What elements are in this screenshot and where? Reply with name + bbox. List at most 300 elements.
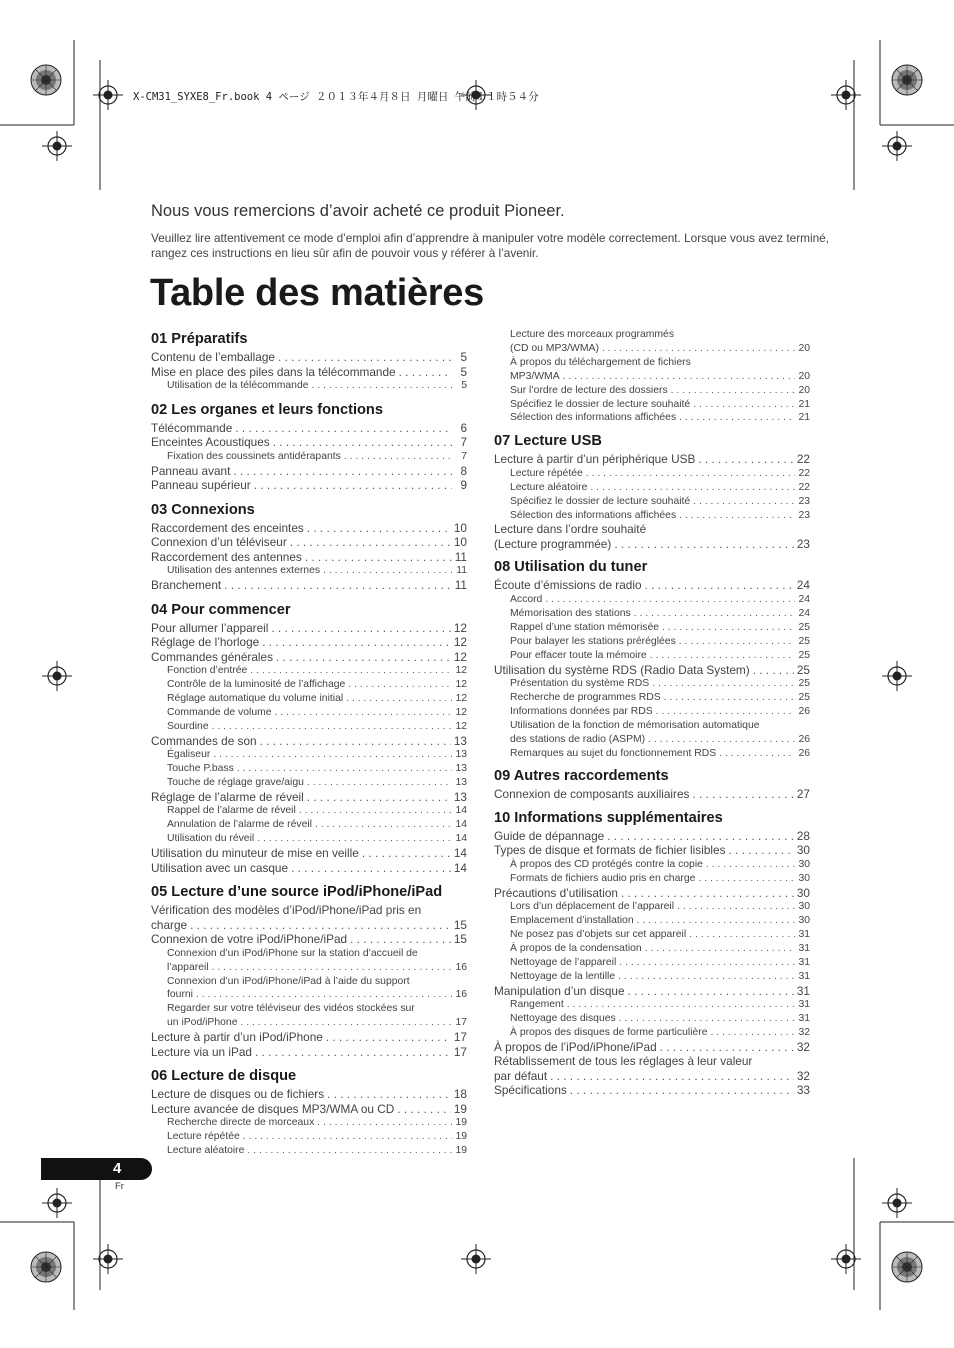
toc-entry-title: Branchement bbox=[151, 578, 222, 593]
toc-page-number: 21 bbox=[798, 398, 810, 410]
toc-page-number: 10 bbox=[453, 535, 467, 550]
toc-entry-title: Connexion de composants auxiliaires bbox=[494, 787, 690, 802]
toc-entry-title: Remarques au sujet du fonctionnement RDS bbox=[510, 747, 717, 759]
toc-entry-title: Manipulation d’un disque bbox=[494, 983, 625, 998]
toc-subentry bbox=[151, 1002, 467, 1016]
toc-entry-title: Utilisation des antennes externes bbox=[167, 565, 321, 577]
toc-subentry bbox=[494, 691, 810, 705]
toc-entry-title: Sourdine bbox=[167, 720, 209, 732]
toc-entry-title: Utilisation de la télécommande bbox=[167, 380, 309, 391]
toc-dot-leader bbox=[619, 956, 795, 970]
toc-entry-title: Réglage de l’horloge bbox=[151, 635, 260, 650]
toc-section-heading: 05 Lecture d’une source iPod/iPhone/iPad bbox=[151, 884, 443, 901]
toc-subentry bbox=[151, 1016, 467, 1030]
toc-dot-leader bbox=[679, 411, 795, 425]
toc-dot-leader bbox=[677, 900, 795, 914]
toc-entry-title: Connexion de votre iPod/iPhone/iPad bbox=[151, 932, 348, 947]
toc-section-heading: 09 Autres raccordements bbox=[494, 768, 669, 785]
toc-page-number: 5 bbox=[460, 350, 467, 364]
toc-entry-title: Lecture à partir d’un iPod/iPhone bbox=[151, 1030, 323, 1045]
toc-dot-leader bbox=[550, 1069, 794, 1084]
toc-page-number: 31 bbox=[798, 1013, 810, 1025]
toc-dot-leader bbox=[650, 649, 795, 663]
toc-page-number: 19 bbox=[455, 1144, 467, 1156]
toc-page-number: 14 bbox=[453, 860, 467, 875]
toc-entry-title: Spécifiez le dossier de lecture souhaité bbox=[510, 398, 691, 410]
toc-page-number: 23 bbox=[796, 536, 810, 551]
toc-entry bbox=[151, 1087, 467, 1102]
toc-entry-title: Accord bbox=[510, 593, 543, 605]
toc-page-number: 30 bbox=[798, 858, 810, 870]
toc-entry-title: Commandes de son bbox=[151, 733, 257, 748]
toc-entry-title: Raccordement des antennes bbox=[151, 549, 302, 564]
toc-dot-leader bbox=[563, 370, 795, 384]
toc-entry bbox=[151, 521, 467, 536]
toc-dot-leader bbox=[590, 481, 795, 495]
toc-dot-leader bbox=[602, 342, 795, 356]
toc-dot-leader bbox=[273, 435, 452, 450]
toc-entry-title: (CD ou MP3/WMA) bbox=[510, 342, 599, 354]
toc-entry-title: Raccordement des enceintes bbox=[151, 520, 304, 535]
toc-dot-leader bbox=[317, 1116, 452, 1130]
toc-entry-title: Lecture à partir d’un périphérique USB bbox=[494, 452, 696, 467]
toc-dot-leader bbox=[212, 961, 452, 975]
toc-entry-title: Rétablissement de tous les réglages à leur valeur bbox=[494, 1054, 753, 1069]
toc-page-number: 22 bbox=[796, 452, 810, 467]
toc-entry-title: MP3/WMA bbox=[510, 370, 560, 382]
toc-entry-title: À propos des CD protégés contre la copie bbox=[510, 858, 703, 870]
toc-subentry bbox=[494, 649, 810, 663]
toc-entry-title: Rappel d’une station mémorisée bbox=[510, 621, 660, 633]
toc-subentry bbox=[494, 635, 810, 649]
toc-entry bbox=[151, 350, 467, 365]
toc-page-number: 19 bbox=[453, 1101, 467, 1116]
toc-page-number: 32 bbox=[798, 1027, 810, 1038]
toc-page-number: 13 bbox=[453, 789, 467, 804]
toc-subentry bbox=[151, 678, 467, 692]
toc-entry-title: Utilisation de la fonction de mémorisation automatique bbox=[510, 719, 760, 731]
toc-subentry bbox=[151, 947, 467, 961]
toc-dot-leader bbox=[614, 537, 794, 552]
toc-page-number: 27 bbox=[796, 787, 810, 802]
toc-entry-title: Types de disque et formats de fichier lisibles bbox=[494, 843, 726, 858]
toc-subentry bbox=[494, 467, 810, 481]
toc-subentry bbox=[494, 495, 810, 509]
toc-subentry bbox=[151, 1144, 467, 1158]
toc-dot-leader bbox=[618, 970, 795, 984]
toc-page-number: 12 bbox=[455, 665, 467, 677]
toc-entry-title: Fonction d’entrée bbox=[167, 665, 248, 677]
toc-dot-leader bbox=[305, 550, 452, 565]
toc-page-number: 5 bbox=[460, 364, 467, 379]
toc-dot-leader bbox=[271, 621, 451, 636]
toc-dot-leader bbox=[693, 398, 795, 412]
toc-dot-leader bbox=[307, 776, 452, 790]
toc-entry bbox=[151, 790, 467, 805]
toc-page-number: 30 bbox=[798, 872, 810, 884]
toc-page-number: 32 bbox=[796, 1039, 810, 1054]
toc-entry bbox=[494, 984, 810, 999]
toc-dot-leader bbox=[645, 942, 795, 956]
page-language: Fr bbox=[115, 1181, 124, 1192]
toc-page-number: 13 bbox=[455, 749, 467, 761]
toc-dot-leader bbox=[660, 1040, 794, 1055]
toc-dot-leader bbox=[679, 509, 795, 523]
toc-dot-leader bbox=[671, 384, 795, 398]
toc-subentry bbox=[151, 818, 467, 832]
page-number: 4 bbox=[113, 1160, 122, 1177]
toc-dot-leader bbox=[290, 535, 451, 550]
toc-entry-title: un iPod/iPhone bbox=[167, 1017, 238, 1029]
toc-entry-title: Présentation du système RDS bbox=[510, 678, 650, 689]
toc-dot-leader bbox=[326, 1030, 451, 1045]
toc-page-number: 12 bbox=[455, 706, 467, 718]
toc-subentry bbox=[494, 328, 810, 342]
toc-subentry bbox=[151, 762, 467, 776]
toc-dot-leader bbox=[275, 706, 452, 720]
toc-dot-leader bbox=[237, 762, 452, 776]
toc-subentry bbox=[494, 384, 810, 398]
toc-page-number: 12 bbox=[453, 635, 467, 650]
toc-entry-title: Formats de fichiers audio pris en charge bbox=[510, 872, 696, 884]
toc-page-number: 33 bbox=[796, 1083, 810, 1098]
toc-entry bbox=[494, 1069, 810, 1084]
toc-entry bbox=[151, 435, 467, 450]
toc-dot-leader bbox=[397, 1102, 451, 1117]
toc-entry-title: Recherche directe de morceaux bbox=[167, 1117, 315, 1129]
toc-subentry bbox=[494, 900, 810, 914]
toc-entry bbox=[494, 537, 810, 552]
toc-section-heading: 03 Connexions bbox=[151, 501, 255, 518]
toc-entry bbox=[151, 1030, 467, 1045]
toc-page-number: 20 bbox=[798, 370, 810, 382]
toc-entry-title: Mise en place des piles dans la télécommande bbox=[151, 364, 396, 379]
toc-dot-leader bbox=[291, 861, 451, 876]
toc-page-number: 14 bbox=[455, 819, 467, 831]
toc-entry-title: (Lecture programmée) bbox=[494, 536, 612, 551]
toc-subentry bbox=[151, 450, 467, 464]
toc-dot-leader bbox=[276, 650, 451, 665]
toc-entry bbox=[151, 535, 467, 550]
toc-subentry bbox=[494, 370, 810, 384]
toc-dot-leader bbox=[652, 677, 795, 691]
toc-dot-leader bbox=[346, 692, 452, 706]
toc-page-number: 23 bbox=[798, 495, 810, 507]
toc-subentry bbox=[494, 621, 810, 635]
toc-entry bbox=[151, 635, 467, 650]
toc-entry-title: Fixation des coussinets antidérapants bbox=[167, 450, 341, 462]
toc-entry-title: Sélection des informations affichées bbox=[510, 509, 677, 521]
toc-page-number: 13 bbox=[455, 777, 467, 789]
toc-page-number: 12 bbox=[453, 620, 467, 635]
toc-entry bbox=[151, 464, 467, 479]
toc-section-heading: 10 Informations supplémentaires bbox=[494, 809, 723, 826]
toc-entry bbox=[494, 886, 810, 901]
toc-entry-title: Panneau supérieur bbox=[151, 478, 251, 493]
page-title: Table des matières bbox=[150, 272, 484, 314]
toc-page-number: 16 bbox=[455, 961, 467, 973]
toc-entry bbox=[151, 421, 467, 436]
toc-entry-title: Rappel de l’alarme de réveil bbox=[167, 805, 296, 817]
toc-page-number: 30 bbox=[798, 915, 810, 927]
toc-dot-leader bbox=[698, 452, 794, 467]
toc-entry bbox=[151, 903, 467, 918]
toc-dot-leader bbox=[196, 988, 452, 1002]
toc-entry-title: Lecture de disques ou de fichiers bbox=[151, 1087, 325, 1102]
toc-page-number: 12 bbox=[455, 679, 467, 691]
toc-entry-title: Lecture répétée bbox=[167, 1131, 240, 1143]
toc-right-column bbox=[494, 328, 810, 1098]
toc-entry-title: Emplacement d’installation bbox=[510, 915, 634, 927]
toc-page-number: 11 bbox=[454, 578, 467, 593]
toc-dot-leader bbox=[312, 379, 452, 393]
toc-page-number: 9 bbox=[460, 478, 467, 493]
toc-entry-title: Connexion d’un téléviseur bbox=[151, 535, 287, 550]
toc-page-number: 31 bbox=[798, 999, 810, 1011]
toc-page-number: 14 bbox=[455, 833, 467, 845]
toc-entry-title: Égaliseur bbox=[167, 749, 211, 761]
toc-page-number: 26 bbox=[798, 705, 810, 717]
toc-page-number: 22 bbox=[798, 481, 810, 493]
toc-subentry bbox=[494, 481, 810, 495]
toc-page-number: 25 bbox=[796, 662, 810, 677]
toc-section-heading: 07 Lecture USB bbox=[494, 433, 602, 450]
toc-dot-leader bbox=[607, 829, 794, 844]
toc-entry bbox=[494, 1083, 810, 1098]
toc-page-number: 30 bbox=[796, 843, 810, 858]
toc-entry-title: À propos des disques de forme particulière bbox=[510, 1027, 708, 1038]
toc-page-number: 22 bbox=[798, 467, 810, 479]
toc-page-number: 24 bbox=[796, 578, 810, 593]
toc-page-number: 12 bbox=[455, 720, 467, 732]
toc-entry-title: fourni bbox=[167, 989, 193, 1001]
toc-entry-title: Lecture aléatoire bbox=[510, 481, 588, 493]
toc-page-number: 25 bbox=[798, 621, 810, 633]
toc-entry-title: Pour balayer les stations préréglées bbox=[510, 635, 676, 647]
toc-dot-leader bbox=[628, 984, 794, 999]
toc-page-number: 23 bbox=[798, 509, 810, 521]
toc-page-number: 25 bbox=[798, 678, 810, 689]
toc-dot-leader bbox=[634, 607, 795, 621]
page-number-tab bbox=[41, 1158, 152, 1180]
toc-subentry bbox=[494, 858, 810, 872]
toc-page-number: 7 bbox=[460, 435, 467, 450]
toc-dot-leader bbox=[260, 734, 451, 749]
toc-entry-title: Vérification des modèles d’iPod/iPhone/iPad pris en bbox=[151, 903, 422, 918]
toc-entry-title: Nettoyage de la lentille bbox=[510, 970, 616, 982]
toc-entry-title: Touche P.bass bbox=[167, 763, 234, 775]
toc-entry bbox=[494, 1040, 810, 1055]
toc-dot-leader bbox=[262, 635, 451, 650]
toc-entry bbox=[494, 452, 810, 467]
toc-page-number: 32 bbox=[796, 1068, 810, 1083]
toc-subentry bbox=[494, 928, 810, 942]
toc-entry-title: Regarder sur votre téléviseur des vidéos stockées sur bbox=[167, 1003, 415, 1015]
toc-page-number: 15 bbox=[453, 917, 467, 932]
toc-page-number: 19 bbox=[455, 1131, 467, 1143]
toc-entry bbox=[494, 787, 810, 802]
toc-subentry bbox=[151, 748, 467, 762]
toc-dot-leader bbox=[247, 1144, 452, 1158]
toc-dot-leader bbox=[399, 365, 452, 380]
toc-entry-title: Informations données par RDS bbox=[510, 705, 653, 717]
toc-entry-title: Utilisation du minuteur de mise en veille bbox=[151, 846, 359, 861]
toc-entry bbox=[494, 663, 810, 678]
toc-entry-title: Guide de dépannage bbox=[494, 828, 605, 843]
toc-entry-title: Annulation de l’alarme de réveil bbox=[167, 819, 312, 831]
toc-dot-leader bbox=[664, 691, 795, 705]
toc-dot-leader bbox=[254, 478, 452, 493]
toc-page-number: 30 bbox=[798, 901, 810, 913]
toc-page-number: 31 bbox=[798, 956, 810, 968]
toc-dot-leader bbox=[255, 1045, 451, 1060]
toc-subentry bbox=[494, 509, 810, 523]
toc-dot-leader bbox=[645, 578, 794, 593]
toc-section-heading: 08 Utilisation du tuner bbox=[494, 559, 648, 576]
toc-subentry bbox=[151, 832, 467, 846]
toc-entry bbox=[494, 578, 810, 593]
toc-dot-leader bbox=[307, 790, 451, 805]
toc-page-number: 19 bbox=[455, 1117, 467, 1129]
toc-dot-leader bbox=[190, 918, 451, 933]
toc-page-number: 15 bbox=[453, 932, 467, 947]
toc-entry bbox=[494, 829, 810, 844]
toc-subentry bbox=[151, 975, 467, 989]
toc-entry-title: Utilisation avec un casque bbox=[151, 860, 289, 875]
toc-page-number: 20 bbox=[798, 342, 810, 354]
toc-entry-title: Utilisation du réveil bbox=[167, 833, 255, 845]
toc-page-number: 28 bbox=[796, 828, 810, 843]
toc-subentry bbox=[151, 804, 467, 818]
toc-entry-title: Utilisation du système RDS (Radio Data System) bbox=[494, 662, 750, 677]
toc-page-number: 8 bbox=[460, 463, 467, 478]
toc-entry-title: Nettoyage de l’appareil bbox=[510, 956, 617, 968]
toc-entry-title: Lecture dans l’ordre souhaité bbox=[494, 522, 647, 537]
toc-page-number: 11 bbox=[454, 549, 467, 564]
toc-dot-leader bbox=[299, 804, 452, 818]
toc-dot-leader bbox=[213, 748, 452, 762]
toc-entry-title: Lecture répétée bbox=[510, 467, 583, 479]
toc-page-number: 6 bbox=[460, 420, 467, 435]
toc-dot-leader bbox=[350, 932, 451, 947]
toc-entry-title: À propos du téléchargement de fichiers bbox=[510, 356, 691, 368]
toc-page-number: 12 bbox=[453, 649, 467, 664]
toc-subentry bbox=[494, 411, 810, 425]
toc-subentry bbox=[494, 607, 810, 621]
toc-entry bbox=[151, 478, 467, 493]
tagline: Nous vous remercions d’avoir acheté ce produit Pioneer. bbox=[151, 202, 565, 220]
toc-page-number: 18 bbox=[453, 1087, 467, 1102]
toc-entry bbox=[494, 1054, 810, 1069]
toc-subentry bbox=[494, 956, 810, 970]
toc-entry-title: Recherche de programmes RDS bbox=[510, 691, 661, 703]
toc-dot-leader bbox=[719, 747, 795, 761]
toc-page-number: 25 bbox=[798, 649, 810, 661]
toc-subentry bbox=[494, 872, 810, 886]
toc-dot-leader bbox=[711, 1026, 795, 1040]
toc-dot-leader bbox=[278, 350, 452, 365]
toc-page-number: 31 bbox=[798, 970, 810, 982]
toc-entry bbox=[151, 1102, 467, 1117]
toc-entry-title: Ne posez pas d’objets sur cet appareil bbox=[510, 929, 687, 941]
toc-dot-leader bbox=[698, 872, 795, 886]
toc-dot-leader bbox=[224, 578, 452, 593]
toc-entry-title: Spécifications bbox=[494, 1083, 567, 1098]
toc-entry-title: Réglage de l’alarme de réveil bbox=[151, 789, 304, 804]
toc-dot-leader bbox=[621, 886, 794, 901]
toc-dot-leader bbox=[567, 998, 795, 1012]
toc-entry-title: Lecture aléatoire bbox=[167, 1144, 245, 1156]
toc-page-number: 25 bbox=[798, 691, 810, 703]
toc-entry-title: Connexion d’un iPod/iPhone sur la station d’accueil de bbox=[167, 947, 418, 959]
toc-entry-title: par défaut bbox=[494, 1068, 548, 1083]
toc-entry-title: l’appareil bbox=[167, 961, 209, 973]
toc-section-heading: 04 Pour commencer bbox=[151, 601, 291, 618]
toc-page-number: 26 bbox=[798, 747, 810, 759]
toc-subentry bbox=[151, 1130, 467, 1144]
toc-dot-leader bbox=[693, 495, 795, 509]
toc-dot-leader bbox=[656, 705, 795, 719]
toc-entry bbox=[151, 550, 467, 565]
toc-page-number: 17 bbox=[453, 1044, 467, 1059]
toc-subentry bbox=[151, 776, 467, 790]
toc-page-number: 13 bbox=[453, 733, 467, 748]
toc-subentry bbox=[494, 914, 810, 928]
toc-entry-title: Lecture avancée de disques MP3/WMA ou CD bbox=[151, 1101, 395, 1116]
toc-subentry bbox=[494, 942, 810, 956]
toc-page-number: 30 bbox=[796, 885, 810, 900]
toc-dot-leader bbox=[362, 846, 451, 861]
toc-subentry bbox=[494, 677, 810, 691]
toc-subentry bbox=[494, 1026, 810, 1040]
toc-page-number: 31 bbox=[796, 983, 810, 998]
toc-dot-leader bbox=[619, 1012, 795, 1026]
toc-page-number: 5 bbox=[461, 380, 467, 391]
toc-subentry bbox=[151, 988, 467, 1002]
toc-entry bbox=[151, 650, 467, 665]
toc-section-heading: 06 Lecture de disque bbox=[151, 1068, 297, 1085]
toc-subentry bbox=[151, 564, 467, 578]
toc-dot-leader bbox=[327, 1087, 451, 1102]
toc-entry-title: Panneau avant bbox=[151, 463, 231, 478]
toc-page-number: 25 bbox=[798, 635, 810, 647]
toc-subentry bbox=[494, 1012, 810, 1026]
toc-dot-leader bbox=[753, 663, 794, 678]
toc-subentry bbox=[494, 593, 810, 607]
toc-dot-leader bbox=[637, 914, 795, 928]
toc-entry-title: Réglage automatique du volume initial bbox=[167, 693, 344, 705]
toc-page-number: 14 bbox=[453, 846, 467, 861]
toc-entry-title: Sur l’ordre de lecture des dossiers bbox=[510, 384, 668, 396]
toc-subentry bbox=[494, 998, 810, 1012]
toc-page-number: 11 bbox=[456, 565, 467, 577]
toc-subentry bbox=[494, 747, 810, 761]
toc-dot-leader bbox=[344, 450, 452, 464]
toc-entry-title: Lecture des morceaux programmés bbox=[510, 329, 675, 340]
toc-entry-title: Rangement bbox=[510, 999, 564, 1011]
toc-subentry bbox=[494, 733, 810, 747]
toc-subentry bbox=[151, 1116, 467, 1130]
toc-page-number: 7 bbox=[461, 450, 467, 462]
toc-dot-leader bbox=[323, 564, 452, 578]
toc-entry-title: Commandes générales bbox=[151, 649, 273, 664]
toc-page-number: 31 bbox=[798, 942, 810, 954]
toc-dot-leader bbox=[706, 858, 795, 872]
toc-dot-leader bbox=[728, 843, 793, 858]
toc-entry-title: Nettoyage des disques bbox=[510, 1013, 616, 1025]
toc-page-number: 17 bbox=[455, 1017, 467, 1029]
toc-entry bbox=[151, 861, 467, 876]
